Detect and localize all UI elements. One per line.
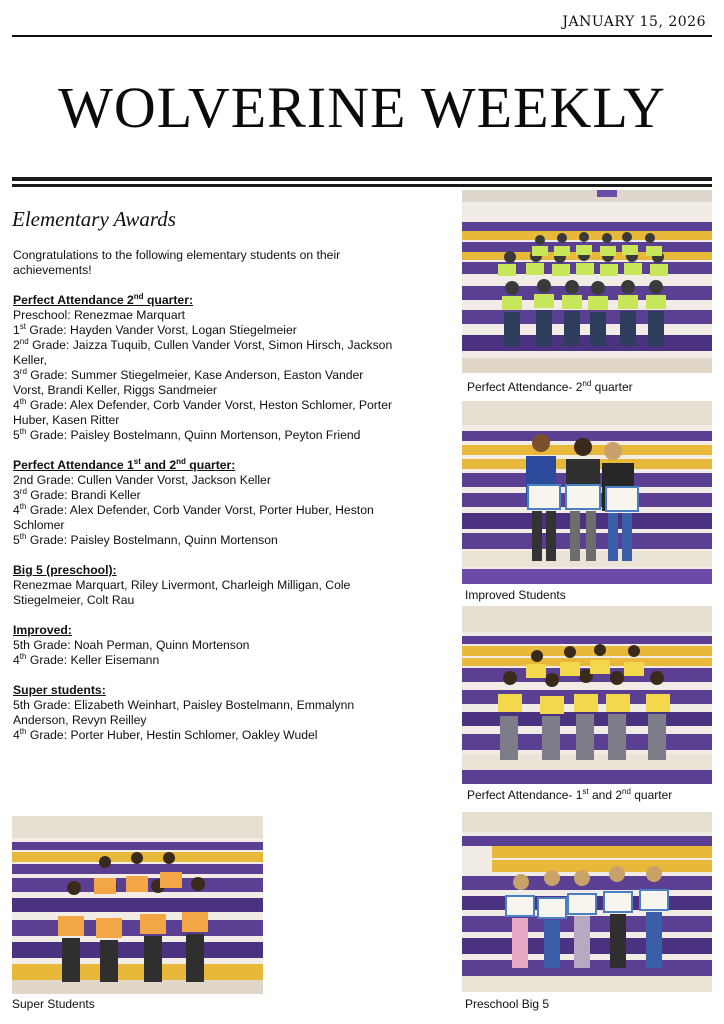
masthead-title: WOLVERINE WEEKLY <box>58 75 666 140</box>
pa2-grade-1: 1st Grade: Hayden Vander Vorst, Logan Stiegelmeier <box>13 321 297 337</box>
heading-big-5: Big 5 (preschool): <box>13 563 117 577</box>
heading-improved: Improved: <box>13 623 72 637</box>
pa2-grade-4: 4th Grade: Alex Defender, Corb Vander Vorst, Heston Schlomer, Porter Huber, Kasen Ritter <box>13 396 393 427</box>
caption-preschool-big-5: Preschool Big 5 <box>465 997 550 1011</box>
big5-names: Renezmae Marquart, Riley Livermont, Charleigh Milligan, Cole Stiegelmeier, Colt Rau <box>13 578 351 607</box>
photo-preschool-big-5 <box>462 812 712 992</box>
heading-super-students: Super students: <box>13 683 106 697</box>
pa12-grade-4: 4th Grade: Alex Defender, Corb Vander Vorst, Porter Huber, Heston Schlomer <box>13 501 374 532</box>
pa2-grade-3: 3rd Grade: Summer Stiegelmeier, Kase Anderson, Easton Vander Vorst, Brandi Keller, Riggs Sandmeier <box>13 366 364 397</box>
date-line: JANUARY 15, 2026 <box>562 14 706 30</box>
improved-grade-5: 5th Grade: Noah Perman, Quinn Mortenson <box>13 638 250 652</box>
caption-improved-students: Improved Students <box>465 588 566 602</box>
pa12-grade-5: 5th Grade: Paisley Bostelmann, Quinn Mortenson <box>13 531 278 547</box>
intro-text: Congratulations to the following elementary students on their achievements! <box>13 248 341 277</box>
pa2-grade-2: 2nd Grade: Jaizza Tuquib, Cullen Vander Vorst, Simon Hirsch, Jackson Keller, <box>13 336 393 367</box>
pa2-grade-5: 5th Grade: Paisley Bostelmann, Quinn Mortenson, Peyton Friend <box>13 426 361 442</box>
super-grade-5: 5th Grade: Elizabeth Weinhart, Paisley Bostelmann, Emmalynn Anderson, Revyn Reilley <box>13 698 355 727</box>
top-rule <box>12 35 712 37</box>
article-body <box>13 248 393 743</box>
caption-perfect-attendance-2: Perfect Attendance- 2nd quarter <box>467 379 633 394</box>
double-rule-thin <box>12 184 712 187</box>
improved-grade-4: 4th Grade: Keller Eisemann <box>13 651 160 667</box>
pa2-preschool: Preschool: Renezmae Marquart <box>13 308 186 322</box>
double-rule-thick <box>12 177 712 181</box>
photo-improved-students <box>462 401 712 584</box>
heading-perfect-attendance-1-2: Perfect Attendance 1st and 2nd quarter: <box>13 456 236 472</box>
photo-perfect-attendance-1-2 <box>462 606 712 784</box>
photo-super-students <box>12 816 263 994</box>
pa12-grade-2: 2nd Grade: Cullen Vander Vorst, Jackson Keller <box>13 473 271 487</box>
heading-perfect-attendance-2: Perfect Attendance 2nd quarter: <box>13 291 194 307</box>
caption-super-students: Super Students <box>12 997 95 1011</box>
photo-perfect-attendance-2 <box>462 190 712 373</box>
section-title: Elementary Awards <box>12 207 176 231</box>
caption-perfect-attendance-1-2: Perfect Attendance- 1st and 2nd quarter <box>467 787 673 802</box>
super-grade-4: 4th Grade: Porter Huber, Hestin Schlomer, Oakley Wudel <box>13 726 318 742</box>
pa12-grade-3: 3rd Grade: Brandi Keller <box>13 486 141 502</box>
